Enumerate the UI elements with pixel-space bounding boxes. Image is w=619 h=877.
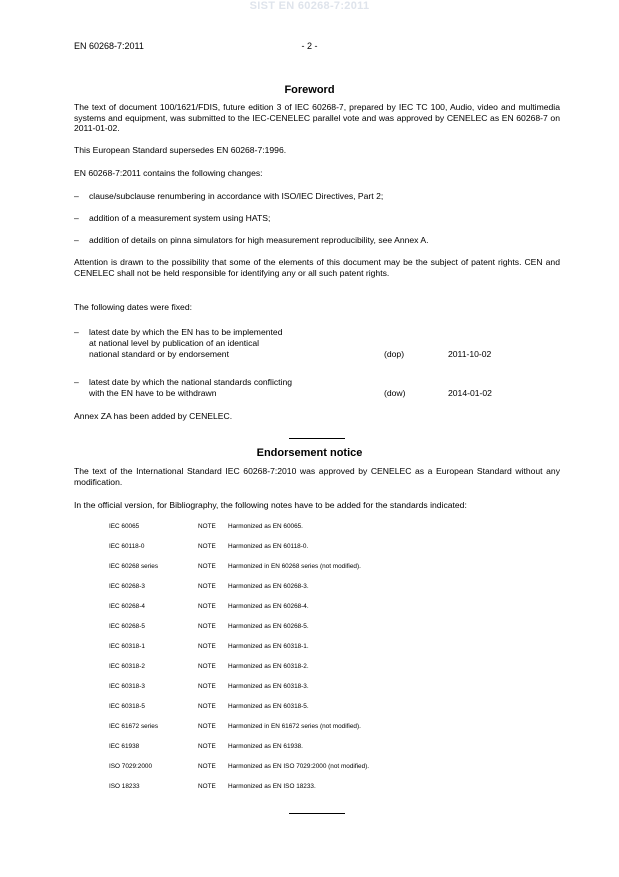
endorsement-title: Endorsement notice (256, 447, 363, 459)
dop-line-2: at national level by publication of an identical (89, 338, 260, 348)
note-label: NOTE (198, 783, 216, 790)
section-divider (289, 438, 345, 439)
standard-ref: IEC 61672 series (109, 723, 159, 730)
standard-ref: IEC 60318-2 (109, 663, 145, 670)
standard-ref: ISO 7029:2000 (109, 763, 152, 770)
change-item-1: clause/subclause renumbering in accordance with ISO/IEC Directives, Part 2; (89, 191, 384, 201)
note-label: NOTE (198, 763, 216, 770)
document-id: EN 60268-7:2011 (74, 41, 144, 51)
change-item-2: addition of a measurement system using HATS; (89, 213, 271, 223)
list-dash: – (74, 191, 79, 201)
standard-ref: IEC 60268 series (109, 563, 159, 570)
note-text: Harmonized as EN 60318-3. (228, 683, 309, 690)
standard-ref: IEC 60318-1 (109, 643, 145, 650)
standard-ref: IEC 60065 (109, 523, 140, 530)
standard-ref: ISO 18233 (109, 783, 140, 790)
note-label: NOTE (198, 643, 216, 650)
note-text: Harmonized as EN 61938. (228, 743, 303, 750)
endorsement-paragraph-2: In the official version, for Bibliography, the following notes have to be added for the standards indicated: (74, 500, 467, 510)
note-label: NOTE (198, 723, 216, 730)
foreword-paragraph-1: The text of document 100/1621/FDIS, future edition 3 of IEC 60268-7, prepared by IEC TC 100, Audio, video and multimedia systems and equipment, was submitted to the IEC-CENELEC parallel vote and was approved by CENELEC as EN 60268-7 on 2011-01-02. (74, 102, 560, 133)
endorsement-paragraph-1: The text of the International Standard IEC 60268-7:2010 was approved by CENELEC as a European Standard without any modification. (74, 466, 560, 487)
note-label: NOTE (198, 623, 216, 630)
dop-date: 2011-10-02 (448, 349, 492, 359)
change-item-3: addition of details on pinna simulators for high measurement reproducibility, see Annex A. (89, 235, 429, 245)
note-text: Harmonized in EN 60268 series (not modified). (228, 563, 361, 570)
standard-ref: IEC 60118-0 (109, 543, 145, 550)
note-text: Harmonized as EN ISO 18233. (228, 783, 316, 790)
foreword-paragraph-4: Attention is drawn to the possibility that some of the elements of this document may be the subject of patent rights. CEN and CENELEC shall not be held responsible for identifying any or all such patent rights. (74, 257, 560, 278)
dow-line-2: with the EN have to be withdrawn (89, 388, 217, 398)
list-dash: – (74, 377, 79, 387)
note-text: Harmonized as EN 60318-2. (228, 663, 309, 670)
list-dash: – (74, 235, 79, 245)
foreword-paragraph-5: The following dates were fixed: (74, 302, 192, 312)
end-divider (289, 813, 345, 814)
note-label: NOTE (198, 603, 216, 610)
page-number: - 2 - (301, 41, 318, 51)
note-label: NOTE (198, 743, 216, 750)
note-label: NOTE (198, 523, 216, 530)
dop-line-1: latest date by which the EN has to be implemented (89, 327, 283, 337)
dop-code: (dop) (384, 349, 405, 359)
foreword-paragraph-2: This European Standard supersedes EN 60268-7:1996. (74, 145, 287, 155)
note-text: Harmonized as EN 60268-3. (228, 583, 309, 590)
note-text: Harmonized as EN 60118-0. (228, 543, 309, 550)
dow-date: 2014-01-02 (448, 388, 492, 398)
note-label: NOTE (198, 683, 216, 690)
watermark: SIST EN 60268-7:2011 (249, 0, 370, 12)
foreword-title: Foreword (284, 84, 335, 96)
dop-line-3: national standard or by endorsement (89, 349, 229, 359)
list-dash: – (74, 327, 79, 337)
note-label: NOTE (198, 543, 216, 550)
dow-line-1: latest date by which the national standards conflicting (89, 377, 293, 387)
standard-ref: IEC 60318-5 (109, 703, 145, 710)
standard-ref: IEC 60268-3 (109, 583, 145, 590)
dow-code: (dow) (384, 388, 406, 398)
list-dash: – (74, 213, 79, 223)
standard-ref: IEC 61938 (109, 743, 140, 750)
note-label: NOTE (198, 563, 216, 570)
note-text: Harmonized as EN 60268-4. (228, 603, 309, 610)
note-label: NOTE (198, 663, 216, 670)
note-label: NOTE (198, 583, 216, 590)
note-text: Harmonized in EN 61672 series (not modified). (228, 723, 361, 730)
standard-ref: IEC 60268-5 (109, 623, 145, 630)
note-text: Harmonized as EN 60065. (228, 523, 303, 530)
note-label: NOTE (198, 703, 216, 710)
standard-ref: IEC 60318-3 (109, 683, 145, 690)
standard-ref: IEC 60268-4 (109, 603, 145, 610)
note-text: Harmonized as EN ISO 7029:2000 (not modified). (228, 763, 370, 770)
foreword-paragraph-3: EN 60268-7:2011 contains the following changes: (74, 168, 263, 178)
note-text: Harmonized as EN 60318-5. (228, 703, 309, 710)
note-text: Harmonized as EN 60318-1. (228, 643, 309, 650)
note-text: Harmonized as EN 60268-5. (228, 623, 309, 630)
foreword-paragraph-6: Annex ZA has been added by CENELEC. (74, 411, 233, 421)
